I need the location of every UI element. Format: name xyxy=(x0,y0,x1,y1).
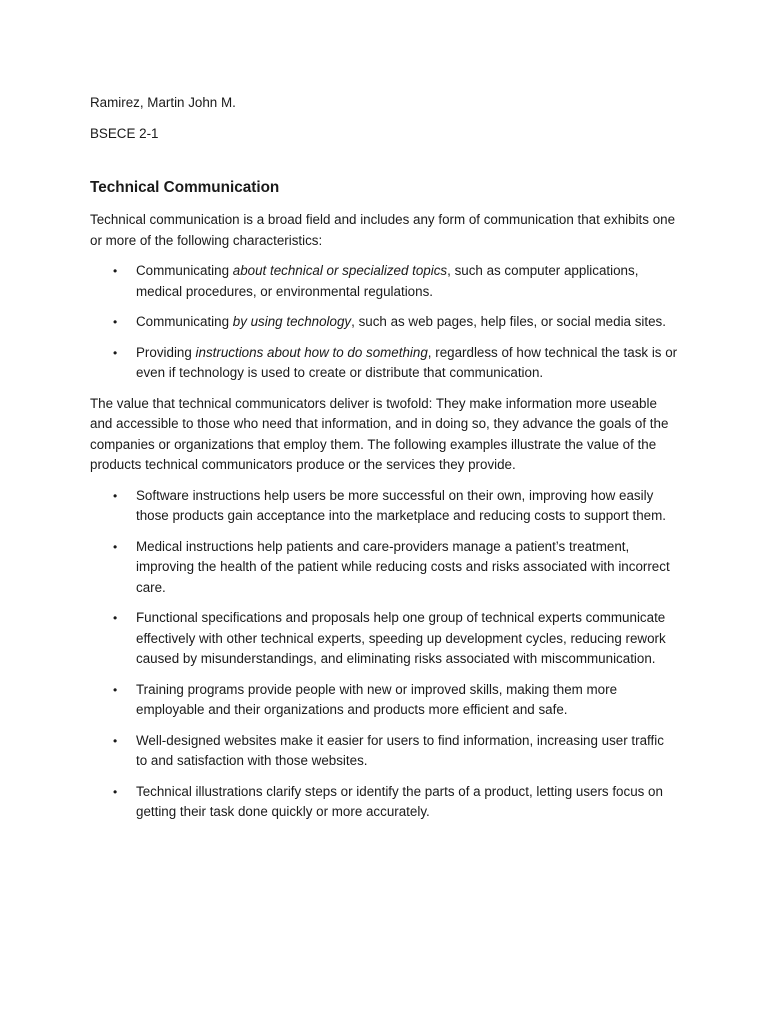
bullet-icon: • xyxy=(113,488,118,503)
item-trail: , regardless of how technical the task is or even if technology is used to create or distribute that communication. xyxy=(136,344,678,380)
value-paragraph: The value that technical communicators deliver is twofold: They make information more useable and accessible to those who need that information, and in doing so, they advance the goals of the companies or organizations that employ them. The following examples illustrate the value of the products technical communicators produce or the services they provide. xyxy=(90,395,669,472)
example-text: Software instructions help users be more successful on their own, improving how easily those products gain acceptance into the marketplace and reducing costs to support them. xyxy=(136,487,666,523)
list-item xyxy=(90,782,678,823)
bullet-icon: • xyxy=(113,264,118,278)
example-text: Training programs provide people with new or improved skills, making them more employable and their organizations and products more efficient and safe. xyxy=(136,681,618,717)
example-text: Functional specifications and proposals help one group of technical experts communicate effectively with other technical experts, speeding up development cycles, reducing rework caused by misunderstandings, and eliminating risks associated with miscommunication. xyxy=(136,610,666,666)
item-lead: Communicating xyxy=(136,263,233,278)
list-item xyxy=(90,343,678,384)
intro-paragraph: Technical communication is a broad field and includes any form of communication that exhibits one or more of the following characteristics: xyxy=(90,212,676,248)
example-text: Medical instructions help patients and care-providers manage a patient’s treatment, improving the health of the patient while reducing costs and risks associated with incorrect care. xyxy=(136,538,670,595)
bullet-icon: • xyxy=(113,315,118,329)
example-text: Technical illustrations clarify steps or identify the parts of a product, letting users focus on getting their task done quickly or more accurately. xyxy=(136,783,663,819)
list-item xyxy=(90,680,678,721)
author-name: Ramirez, Martin John M. xyxy=(90,95,236,110)
list-item xyxy=(90,537,678,599)
list-item xyxy=(90,486,678,527)
section-code: BSECE 2-1 xyxy=(90,125,159,141)
bullet-icon: • xyxy=(113,682,118,697)
item-lead: Providing xyxy=(136,344,196,360)
item-trail: , such as computer applications, medical procedures, or environmental regulations. xyxy=(136,263,639,299)
list-item xyxy=(90,312,678,333)
item-emphasis: about technical or specialized topics xyxy=(232,263,448,278)
bullet-icon: • xyxy=(113,784,118,799)
item-trail: , such as web pages, help files, or social media sites. xyxy=(351,314,666,329)
item-emphasis: by using technology xyxy=(232,314,352,329)
list-item xyxy=(90,608,678,670)
example-text: Well-designed websites make it easier for users to find information, increasing user traffic to and satisfaction with those websites. xyxy=(136,732,664,768)
page-title: Technical Communication xyxy=(90,179,280,196)
item-emphasis: instructions about how to do something xyxy=(195,344,428,360)
list-item xyxy=(90,261,678,302)
item-lead: Communicating xyxy=(136,314,233,329)
bullet-icon: • xyxy=(113,539,118,554)
examples-list xyxy=(90,486,678,823)
bullet-icon: • xyxy=(113,345,118,360)
bullet-icon: • xyxy=(113,733,118,748)
characteristics-list xyxy=(90,261,678,384)
list-item xyxy=(90,731,678,772)
bullet-icon: • xyxy=(113,611,118,625)
